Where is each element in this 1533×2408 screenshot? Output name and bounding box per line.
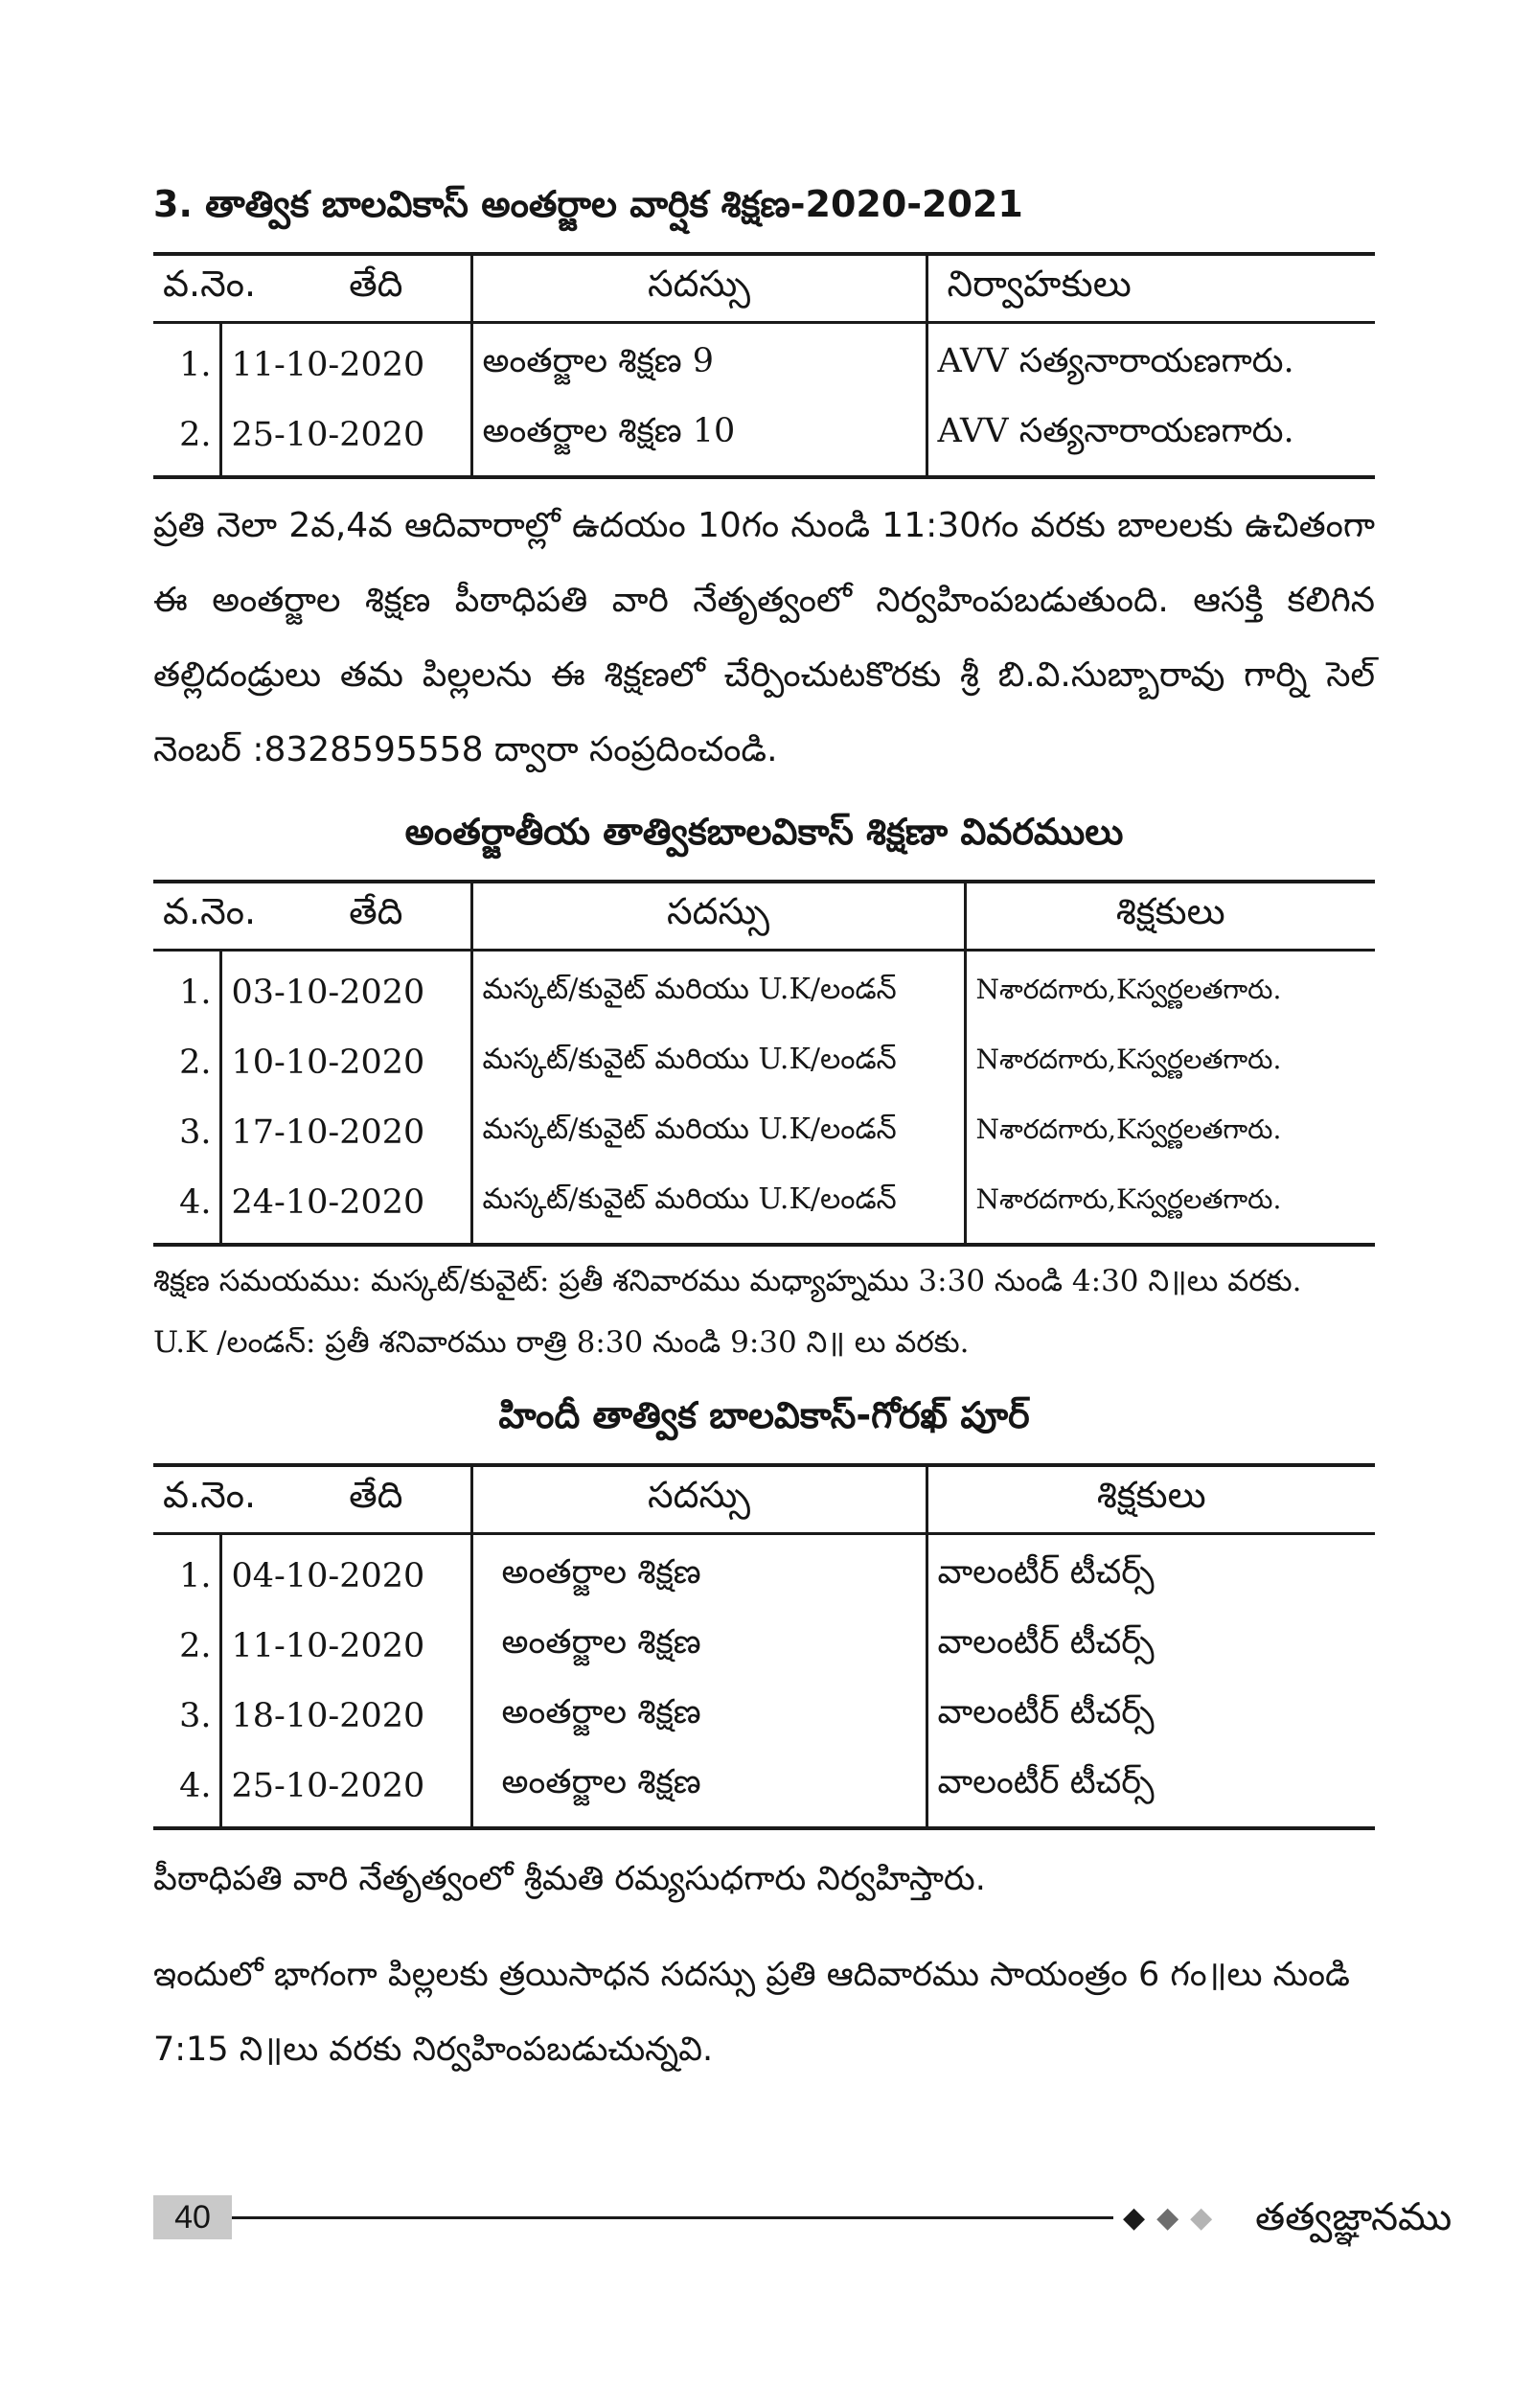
publication-name: తత్వజ్ఞానము [1255, 2195, 1453, 2239]
header-session: సదస్సు [471, 1465, 927, 1534]
header-sno-date [153, 882, 471, 951]
cell-sno: 4. [179, 1182, 212, 1222]
cell-date: 25-10-2020 [220, 1751, 471, 1828]
table-row [153, 951, 1375, 1028]
cell-date: 11-10-2020 [220, 1611, 471, 1681]
timing-note-line2: U.K /లండన్: ప్రతీ శనివారము రాత్రి 8:30 నుండి 9:30 ని॥ లు వరకు. [153, 1325, 970, 1360]
cell-teacher: Nశారదగారు,Kస్వర్ణలతగారు. [965, 1097, 1375, 1167]
section1-table [153, 252, 1375, 479]
cell-sno: 2. [179, 415, 212, 454]
header-sno: వ.నెం. [163, 263, 257, 305]
cell-date: 03-10-2020 [220, 951, 471, 1028]
footer-rule [232, 2216, 1113, 2219]
table-row [153, 400, 1375, 477]
table-row [153, 1681, 1375, 1751]
header-date: తేది [349, 1474, 403, 1516]
cell-sno: 3. [179, 1112, 212, 1152]
table-row [153, 1534, 1375, 1612]
cell-sno: 1. [179, 1556, 212, 1595]
cell-organizer: AVV సత్యనారాయణగారు. [927, 323, 1375, 401]
cell-session: అంతర్జాల శిక్షణ [471, 1611, 927, 1681]
header-sno: వ.నెం. [163, 890, 257, 932]
cell-session: మస్కట్/కువైట్ మరియు U.K/లండన్ [471, 1167, 965, 1245]
header-session: సదస్సు [471, 254, 927, 323]
header-sno: వ.నెం. [163, 1474, 257, 1516]
section3-paragraph2: ఇందులో భాగంగా పిల్లలకు త్రయిసాధన సదస్సు ప్రతి ఆదివారము సాయంత్రం 6 గం॥లు నుండి 7:15 ని॥లు వరకు నిర్వహింపబడుచున్నవి. [153, 1956, 1350, 2069]
cell-session: మస్కట్/కువైట్ మరియు U.K/లండన్ [471, 1027, 965, 1097]
cell-date: 04-10-2020 [220, 1534, 471, 1612]
section2-table [153, 880, 1375, 1247]
cell-sno: 2. [179, 1043, 212, 1082]
header-teacher: శిక్షకులు [965, 882, 1375, 951]
cell-sno: 2. [179, 1626, 212, 1665]
section3-title: హిందీ తాత్విక బాలవికాస్-గోరఖ్ పూర్ [498, 1394, 1030, 1436]
table-row [153, 1167, 1375, 1245]
header-session: సదస్సు [471, 882, 965, 951]
cell-date: 17-10-2020 [220, 1097, 471, 1167]
section2-notes [153, 1250, 1375, 1373]
header-date: తేది [349, 263, 403, 305]
cell-session: అంతర్జాల శిక్షణ [471, 1534, 927, 1612]
table-row [153, 323, 1375, 401]
cell-session: అంతర్జాల శిక్షణ [471, 1681, 927, 1751]
page-content [153, 177, 1375, 2087]
cell-date: 24-10-2020 [220, 1167, 471, 1245]
diamond-light-icon: ◆ [1190, 2201, 1213, 2235]
cell-sno: 3. [179, 1696, 212, 1735]
cell-teacher: Nశారదగారు,Kస్వర్ణలతగారు. [965, 1027, 1375, 1097]
table-row [153, 1097, 1375, 1167]
cell-date: 10-10-2020 [220, 1027, 471, 1097]
section3-table [153, 1463, 1375, 1830]
cell-date: 25-10-2020 [220, 400, 471, 477]
cell-teacher: వాలంటీర్ టీచర్స్ [927, 1681, 1375, 1751]
cell-session: అంతర్జాల శిక్షణ 10 [471, 400, 927, 477]
cell-sno: 4. [179, 1766, 212, 1805]
page-number: 40 [153, 2195, 232, 2239]
header-sno-date [153, 1465, 471, 1534]
cell-session: మస్కట్/కువైట్ మరియు U.K/లండన్ [471, 1097, 965, 1167]
cell-teacher: వాలంటీర్ టీచర్స్ [927, 1611, 1375, 1681]
section2-title: అంతర్జాతీయ తాత్వికబాలవికాస్ శిక్షణా వివరములు [404, 811, 1124, 853]
table-row [153, 1751, 1375, 1828]
section1-title: 3. తాత్విక బాలవికాస్ అంతర్జాల వార్షిక శిక్షణ-2020-2021 [153, 183, 1023, 225]
diamond-dark-icon: ◆ [1123, 2201, 1146, 2235]
header-teacher: శిక్షకులు [927, 1465, 1375, 1534]
table-header-row [153, 254, 1375, 323]
timing-note-line1: శిక్షణ సమయము: మస్కట్/కువైట్: ప్రతీ శనివారము మధ్యాహ్నము 3:30 నుండి 4:30 ని॥లు వరకు. [153, 1264, 1302, 1298]
cell-session: అంతర్జాల శిక్షణ 9 [471, 323, 927, 401]
header-organizer: నిర్వాహకులు [927, 254, 1375, 323]
table-row [153, 1027, 1375, 1097]
table-header-row [153, 882, 1375, 951]
cell-date: 11-10-2020 [220, 323, 471, 401]
cell-session: మస్కట్/కువైట్ మరియు U.K/లండన్ [471, 951, 965, 1028]
cell-sno: 1. [179, 973, 212, 1012]
cell-sno: 1. [179, 345, 212, 384]
section3-paragraph1: పీఠాధిపతి వారి నేతృత్వంలో శ్రీమతి రమ్యసుధగారు నిర్వహిస్తారు. [153, 1860, 986, 1898]
page-footer [153, 2190, 1453, 2247]
cell-date: 18-10-2020 [220, 1681, 471, 1751]
header-date: తేది [349, 890, 403, 932]
cell-teacher: Nశారదగారు,Kస్వర్ణలతగారు. [965, 1167, 1375, 1245]
section1-paragraph: ప్రతి నెలా 2వ,4వ ఆదివారాల్లో ఉదయం 10గం నుండి 11:30గం వరకు బాలలకు ఉచితంగా ఈ అంతర్జాల శిక్షణ పీఠాధిపతి వారి నేతృత్వంలో నిర్వహింపబడుతుంది. ఆసక్తి కలిగిన తల్లిదండ్రులు తమ పిల్లలను ఈ శిక్షణలో చేర్పించుటకొరకు శ్రీ బి.వి.సుబ్బారావు గార్ని సెల్ నెంబర్ :8328595558 ద్వారా సంప్రదించండి. [153, 506, 1375, 769]
cell-teacher: Nశారదగారు,Kస్వర్ణలతగారు. [965, 951, 1375, 1028]
table-row [153, 1611, 1375, 1681]
table-header-row [153, 1465, 1375, 1534]
cell-session: అంతర్జాల శిక్షణ [471, 1751, 927, 1828]
cell-organizer: AVV సత్యనారాయణగారు. [927, 400, 1375, 477]
diamond-mid-icon: ◆ [1156, 2201, 1179, 2235]
diamond-ornament-icon [1123, 2199, 1224, 2237]
header-sno-date [153, 254, 471, 323]
cell-teacher: వాలంటీర్ టీచర్స్ [927, 1534, 1375, 1612]
cell-teacher: వాలంటీర్ టీచర్స్ [927, 1751, 1375, 1828]
